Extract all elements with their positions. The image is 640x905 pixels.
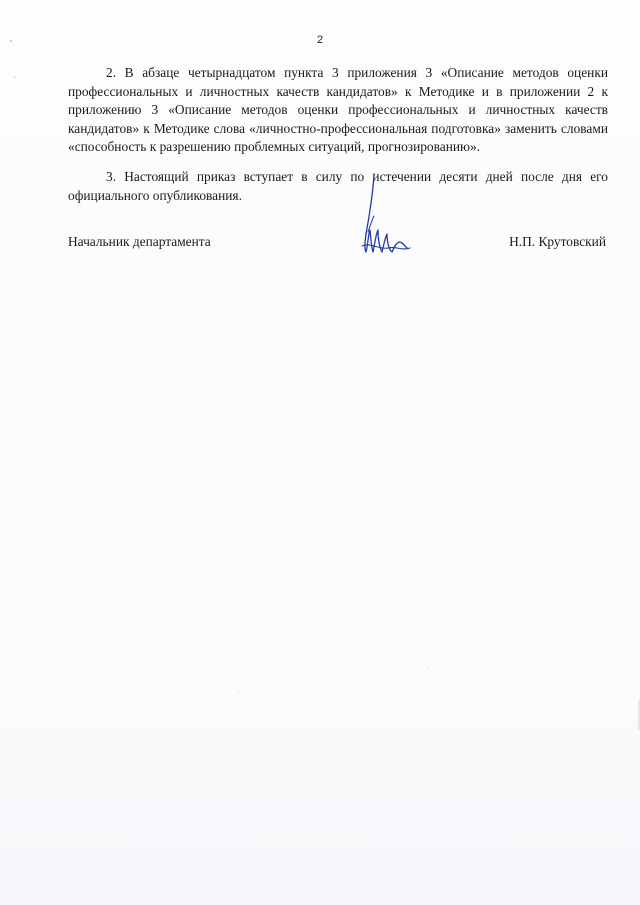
paragraph-3: 3. Настоящий приказ вступает в силу по истечении десяти дней после дня его официального опубликования. bbox=[68, 169, 608, 203]
paragraph-2: 2. В абзаце четырнадцатом пункта 3 приложения 3 «Описание методов оценки профессиональных и личностных качеств кандидатов» к Методике и в приложении 2 к приложению 3 «Описание методов оценки профессиональных и личностных качеств кандидатов» к Методике слова «личностно-профессиональная подготовка» заменить словами «способность к разрешению проблемных ситуаций, прогнозированию». bbox=[68, 65, 608, 155]
signatory-name: Н.П. Крутовский bbox=[509, 234, 606, 249]
scan-speck bbox=[14, 76, 15, 78]
scan-speck bbox=[238, 692, 239, 693]
scan-speck bbox=[428, 668, 429, 669]
page-number: 2 bbox=[316, 34, 324, 46]
signatory-position: Начальник департамента bbox=[68, 234, 211, 249]
handwritten-signature bbox=[356, 172, 412, 262]
